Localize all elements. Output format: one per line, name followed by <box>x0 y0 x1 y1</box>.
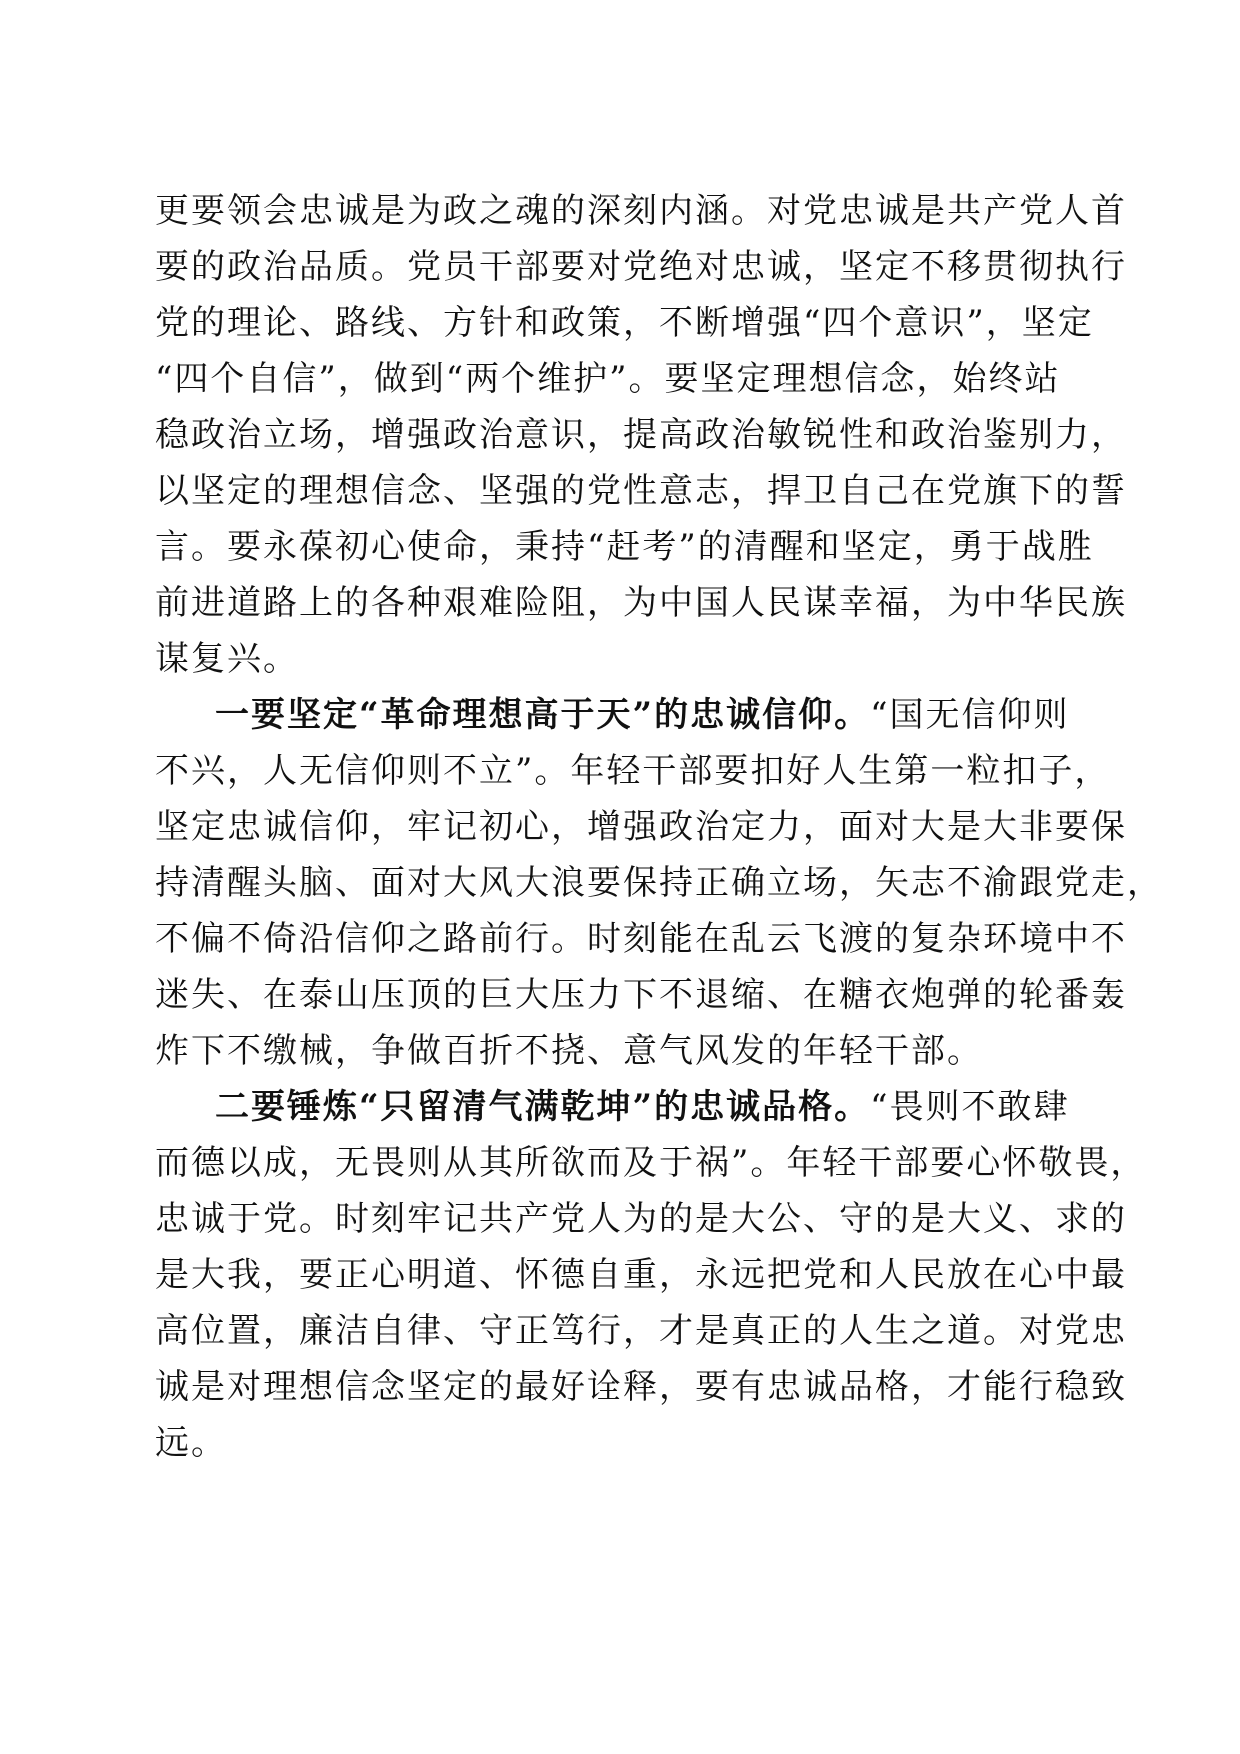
paragraph-heading: 一要坚定“革命理想高于天”的忠诚信仰。 <box>215 695 871 735</box>
document-body <box>155 183 1163 1471</box>
text-line: 更要领会忠诚是为政之魂的深刻内涵。对党忠诚是共产党人首 <box>155 191 1127 231</box>
text-line: 稳政治立场，增强政治意识，提高政治敏锐性和政治鉴别力， <box>155 415 1127 455</box>
text-line: 远。 <box>155 1423 227 1463</box>
text-line: 是大我，要正心明道、怀德自重，永远把党和人民放在心中最 <box>155 1255 1127 1295</box>
paragraph-2 <box>155 687 1163 1079</box>
paragraph-heading: 二要锤炼“只留清气满乾坤”的忠诚品格。 <box>215 1087 871 1127</box>
text-line: 而德以成，无畏则从其所欲而及于祸”。年轻干部要心怀敬畏， <box>155 1143 1147 1183</box>
text-line: “四个自信”，做到“两个维护”。要坚定理想信念，始终站 <box>155 359 1061 399</box>
paragraph-first-line <box>155 687 1070 743</box>
text-line: 迷失、在泰山压顶的巨大压力下不退缩、在糖衣炮弹的轮番轰 <box>155 975 1127 1015</box>
text-line: 党的理论、路线、方针和政策，不断增强“四个意识”，坚定 <box>155 303 1094 343</box>
text-line: 不兴，人无信仰则不立”。年轻干部要扣好人生第一粒扣子， <box>155 751 1111 791</box>
text-line: 要的政治品质。党员干部要对党绝对忠诚，坚定不移贯彻执行 <box>155 247 1127 287</box>
paragraph-first-line <box>155 1079 1070 1135</box>
text-line: 诚是对理想信念坚定的最好诠释，要有忠诚品格，才能行稳致 <box>155 1367 1127 1407</box>
paragraph-1 <box>155 183 1127 687</box>
text-line: 谋复兴。 <box>155 639 299 679</box>
text-line: 持清醒头脑、面对大风大浪要保持正确立场，矢志不渝跟党走， <box>155 863 1163 903</box>
text-span: “国无信仰则 <box>870 695 1070 735</box>
text-line: 高位置，廉洁自律、守正笃行，才是真正的人生之道。对党忠 <box>155 1311 1127 1351</box>
text-line: 前进道路上的各种艰难险阻，为中国人民谋幸福，为中华民族 <box>155 583 1127 623</box>
text-line: 不偏不倚沿信仰之路前行。时刻能在乱云飞渡的复杂环境中不 <box>155 919 1127 959</box>
text-line: 炸下不缴械，争做百折不挠、意气风发的年轻干部。 <box>155 1031 983 1071</box>
paragraph-3 <box>155 1079 1147 1471</box>
text-span: “畏则不敢肆 <box>870 1087 1070 1127</box>
text-line: 言。要永葆初心使命，秉持“赶考”的清醒和坚定，勇于战胜 <box>155 527 1094 567</box>
text-line: 以坚定的理想信念、坚强的党性意志，捍卫自己在党旗下的誓 <box>155 471 1127 511</box>
text-line: 忠诚于党。时刻牢记共产党人为的是大公、守的是大义、求的 <box>155 1199 1127 1239</box>
text-line: 坚定忠诚信仰，牢记初心，增强政治定力，面对大是大非要保 <box>155 807 1127 847</box>
